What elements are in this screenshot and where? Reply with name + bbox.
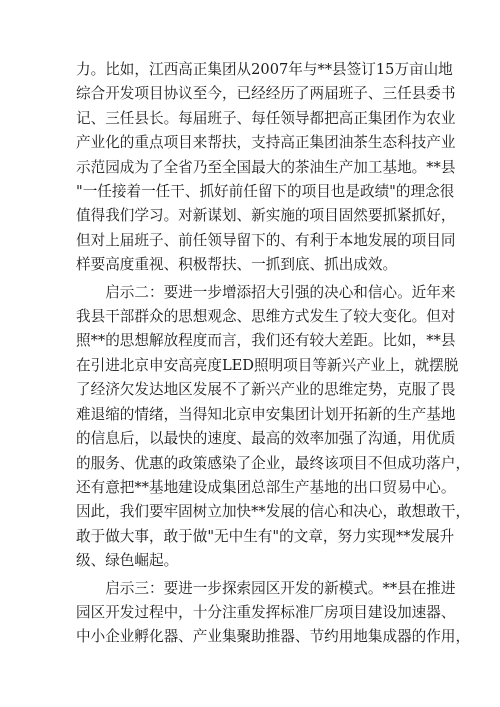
text-line: 照**的思想解放程度而言，我们还有较大差距。比如，**县 (76, 332, 456, 350)
text-line: "一任接着一任干、抓好前任留下的项目也是政绩"的理念很 (76, 183, 455, 201)
text-line: 力。比如，江西高正集团从2007年与**县签订15万亩山地 (76, 61, 453, 78)
text-line: 了经济欠发达地区发展不了新兴产业的思维定势，克服了畏 (76, 381, 456, 399)
text-line: 示范园成为了全省乃至全国最大的茶油生产加工基地。**县 (76, 158, 456, 176)
text-line: 启示三：要进一步探索园区开发的新模式。**县在推进 (105, 579, 456, 597)
text-line: 但对上届班子、前任领导留下的、有利于本地发展的项目同 (76, 231, 456, 249)
text-line: 敢于做大事，敢于做"无中生有"的文章，努力实现**发展升 (76, 527, 455, 545)
text-line: 的服务、优惠的政策感染了企业，最终该项目不但成功落户， (76, 454, 471, 472)
text-line: 在引进北京申安高亮度LED照明项目等新兴产业上，就摆脱 (76, 356, 459, 374)
text-line: 还有意把**基地建设成集团总部生产基地的出口贸易中心。 (76, 478, 456, 496)
text-line: 中小企业孵化器、产业集聚助推器、节约用地集成器的作用， (76, 628, 471, 646)
text-line: 综合开发项目协议至今，已经经历了两届班子、三任县委书 (76, 85, 456, 103)
text-line: 园区开发过程中，十分注重发挥标准厂房项目建设加速器、 (76, 603, 456, 621)
paragraph-2 (76, 281, 471, 574)
text-line: 难退缩的情绪，当得知北京申安集团计划开拓新的生产基地 (76, 405, 456, 423)
text-line: 的信息后，以最快的速度、最高的效率加强了沟通，用优质 (76, 430, 456, 448)
document-body (76, 58, 471, 653)
text-line: 级、绿色崛起。 (76, 552, 179, 570)
text-line: 启示二：要进一步增添招大引强的决心和信心。近年来 (105, 283, 456, 301)
text-line: 我县干部群众的思想观念、思维方式发生了较大变化。但对 (76, 308, 456, 326)
text-line: 产业化的重点项目来帮扶，支持高正集团油茶生态科技产业 (76, 134, 456, 152)
paragraph-1 (76, 58, 456, 278)
text-line: 值得我们学习。对新谋划、新实施的项目固然要抓紧抓好， (76, 207, 456, 225)
paragraph-3 (76, 577, 471, 650)
text-line: 因此，我们要牢固树立加快**发展的信心和决心，敢想敢干， (76, 503, 471, 521)
text-line: 记、三任县长。每届班子、每任领导都把高正集团作为农业 (76, 109, 456, 127)
text-line: 样要高度重视、积极帮扶、一抓到底、抓出成效。 (76, 256, 398, 274)
